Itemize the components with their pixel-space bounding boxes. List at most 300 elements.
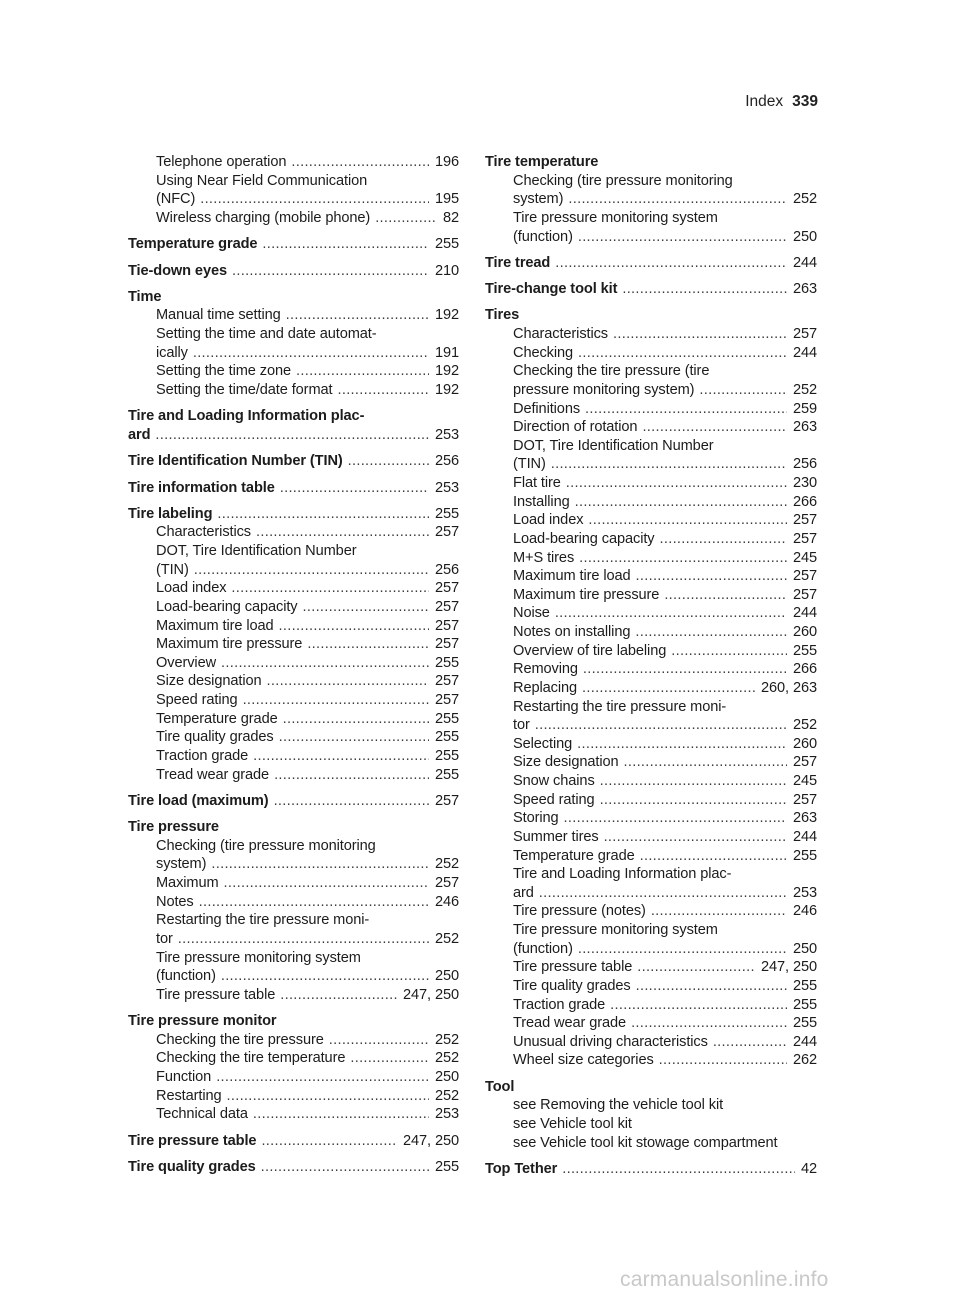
dot-leader [227, 1087, 429, 1106]
index-subentry [485, 977, 817, 996]
index-subentry [485, 1096, 817, 1115]
dot-leader [375, 209, 437, 228]
page-ref: 255 [434, 654, 459, 671]
index-subentry [485, 698, 817, 717]
entry-text: Tie-down eyes [128, 262, 227, 279]
entry-text: Traction grade [513, 996, 606, 1013]
index-column-left [128, 153, 459, 1177]
entry-text: Tire quality grades [128, 1158, 256, 1175]
entry-text: Temperature grade [156, 710, 278, 727]
entry-text: Function [156, 1069, 212, 1085]
page-ref: 253 [434, 479, 459, 496]
dot-leader [296, 362, 429, 381]
entry-text: Notes [156, 893, 194, 910]
entry-text: Tire pressure monitoring system [513, 922, 718, 939]
index-subentry [485, 474, 817, 493]
index-subentry [128, 672, 459, 691]
page-ref: 245 [792, 773, 817, 790]
page-ref: 255 [434, 729, 459, 746]
entry-text: Telephone operation [156, 154, 287, 170]
dot-leader [261, 1158, 429, 1177]
index-entry [128, 1158, 459, 1177]
entry-text: Size designation [513, 754, 619, 771]
index-subentry [485, 530, 817, 549]
page-ref: 250 [792, 228, 817, 245]
index-subentry [485, 902, 817, 921]
index-subentry [128, 1031, 459, 1050]
index-heading [128, 1012, 459, 1031]
dot-leader [261, 1132, 397, 1151]
page-ref: 266 [792, 661, 817, 678]
page-ref: 245 [792, 549, 817, 566]
entry-text: Tire pressure table [513, 959, 633, 976]
dot-leader [221, 654, 429, 673]
entry-text: Technical data [156, 1106, 248, 1123]
index-entry [128, 792, 459, 811]
entry-text: Load index [156, 580, 227, 597]
page-ref: 253 [434, 1106, 459, 1123]
page-ref: 257 [434, 636, 459, 653]
index-subentry [128, 728, 459, 747]
index-heading [128, 452, 459, 471]
entry-text: Speed rating [156, 692, 238, 709]
index-subentry [128, 325, 459, 344]
page-ref: 257 [792, 568, 817, 585]
entry-text: Wireless charging (mobile phone) [156, 209, 371, 226]
page-ref: 252 [434, 856, 459, 873]
entry-text: Tool [485, 1078, 515, 1095]
index-heading [128, 792, 459, 811]
entry-text: Maximum tire pressure [156, 636, 303, 653]
index-subentry [128, 691, 459, 710]
page-ref: 253 [434, 426, 459, 443]
dot-leader [583, 660, 787, 679]
index-subentry [128, 874, 459, 893]
dot-leader [613, 325, 787, 344]
index-heading [128, 262, 459, 281]
entry-text: ard [128, 426, 151, 443]
page-ref: 255 [434, 766, 459, 783]
page-ref: 256 [434, 453, 459, 470]
entry-text: see Vehicle tool kit stowage compartment [513, 1134, 778, 1151]
dot-leader [622, 280, 787, 299]
entry-text: Tire quality grades [156, 729, 274, 746]
entry-text: Tire pressure monitoring system [156, 949, 361, 966]
dot-leader [585, 400, 787, 419]
page-ref: 257 [792, 512, 817, 529]
page-ref: 257 [792, 791, 817, 808]
entry-text: tor [513, 717, 530, 734]
entry-text: Definitions [513, 400, 581, 417]
dot-leader [253, 1105, 429, 1124]
index-entry [128, 288, 459, 400]
dot-leader [636, 977, 787, 996]
entry-text: ically [156, 344, 188, 361]
dot-leader [577, 735, 787, 754]
entry-text: Tire labeling [128, 505, 213, 522]
index-entry [128, 153, 459, 228]
index-subentry [128, 967, 459, 986]
dot-leader [243, 691, 429, 710]
entry-text: Using Near Field Communication [156, 172, 368, 189]
page-ref: 247, 250 [402, 986, 459, 1003]
index-heading [485, 280, 817, 299]
index-subentry [485, 679, 817, 698]
page-ref: 257 [434, 617, 459, 634]
dot-leader [178, 930, 429, 949]
index-subentry [128, 635, 459, 654]
dot-leader [155, 426, 429, 445]
page-ref: 257 [792, 754, 817, 771]
page-ref: 247, 250 [760, 959, 817, 976]
entry-text: Load-bearing capacity [156, 598, 298, 615]
dot-leader [566, 474, 787, 493]
page-ref: 255 [792, 642, 817, 659]
dot-leader [610, 996, 787, 1015]
dot-leader [582, 679, 755, 698]
dot-leader [193, 344, 429, 363]
index-heading [128, 1158, 459, 1177]
page-ref: 252 [792, 191, 817, 208]
index-heading [128, 479, 459, 498]
page-ref: 255 [792, 1015, 817, 1032]
page-ref: 253 [792, 884, 817, 901]
entry-text: Tires [485, 307, 520, 324]
page-ref: 263 [792, 810, 817, 827]
entry-text: Tire tread [485, 254, 551, 271]
dot-leader [713, 1033, 787, 1052]
page-ref: 246 [434, 893, 459, 910]
index-entry [128, 505, 459, 784]
page-ref: 250 [792, 940, 817, 957]
entry-text: Checking (tire pressure monitoring [513, 172, 733, 189]
index-subentry [485, 493, 817, 512]
entry-text: (function) [513, 228, 573, 245]
dot-leader [194, 561, 429, 580]
dot-leader [579, 549, 787, 568]
page-ref: 252 [792, 381, 817, 398]
entry-text: Overview of tire labeling [513, 642, 667, 659]
page-ref: 260, 263 [760, 679, 817, 696]
page-ref: 252 [434, 930, 459, 947]
entry-text: Noise [513, 605, 550, 622]
index-subentry [485, 958, 817, 977]
index-subentry [485, 511, 817, 530]
entry-text: Tire pressure [128, 819, 219, 836]
entry-text: Characteristics [513, 326, 609, 343]
entry-text: (NFC) [156, 191, 196, 208]
index-subentry [485, 716, 817, 735]
entry-text: Removing [513, 661, 578, 678]
index-subentry [128, 1068, 459, 1087]
dot-leader [624, 753, 787, 772]
dot-leader [671, 642, 787, 661]
index-entry [128, 262, 459, 281]
dot-leader [303, 598, 429, 617]
entry-text: Tread wear grade [156, 766, 270, 783]
page-ref: 257 [434, 673, 459, 690]
dot-leader [279, 617, 429, 636]
page-ref: 244 [792, 605, 817, 622]
entry-text: Summer tires [513, 828, 599, 845]
dot-leader [555, 604, 787, 623]
index-subentry [128, 542, 459, 561]
entry-text: Top Tether [485, 1160, 558, 1177]
index-subentry [485, 325, 817, 344]
index-entry [485, 153, 817, 246]
index-entry [128, 479, 459, 498]
dot-leader [211, 855, 429, 874]
index-subentry [128, 362, 459, 381]
page-ref: 263 [792, 281, 817, 298]
index-subentry [485, 362, 817, 381]
entry-text: Temperature grade [128, 236, 258, 253]
page-ref: 255 [792, 996, 817, 1013]
index-heading [485, 1160, 817, 1179]
page-ref: 192 [434, 307, 459, 324]
dot-leader [253, 747, 429, 766]
index-subentry [485, 1115, 817, 1134]
dot-leader [564, 809, 787, 828]
dot-leader [256, 523, 429, 542]
index-entry [485, 306, 817, 1070]
index-heading [128, 426, 459, 445]
page-ref: 256 [434, 561, 459, 578]
entry-text: see Removing the vehicle tool kit [513, 1097, 724, 1114]
dot-leader [664, 586, 787, 605]
page-ref: 255 [434, 747, 459, 764]
entry-text: Speed rating [513, 791, 595, 808]
index-subentry [128, 209, 459, 228]
index-subentry [485, 190, 817, 209]
index-subentry [485, 1051, 817, 1070]
page-ref: 244 [792, 1033, 817, 1050]
entry-text: Tire pressure table [156, 986, 276, 1003]
entry-text: Restarting the tire pressure moni- [156, 912, 370, 929]
index-heading [485, 153, 817, 172]
dot-leader [659, 1051, 787, 1070]
page-ref: 266 [792, 493, 817, 510]
dot-leader [291, 153, 429, 172]
entry-text: Tire and Loading Information plac- [128, 408, 365, 425]
dot-leader [199, 893, 429, 912]
page-ref: 257 [434, 792, 459, 809]
page-ref: 252 [434, 1031, 459, 1048]
entry-text: Restarting [156, 1087, 222, 1104]
entry-text: Tire quality grades [513, 977, 631, 994]
index-subentry [485, 847, 817, 866]
entry-text: Checking the tire pressure (tire [513, 363, 710, 380]
page-number: 339 [792, 93, 818, 110]
entry-text: tor [156, 930, 173, 947]
dot-leader [600, 791, 787, 810]
entry-text: Setting the time and date automat- [156, 326, 377, 343]
dot-leader [217, 505, 429, 524]
entry-text: Replacing [513, 679, 578, 696]
index-subentry [485, 753, 817, 772]
page-ref: 257 [434, 692, 459, 709]
page-ref: 192 [434, 363, 459, 380]
entry-text: Time [128, 288, 162, 305]
page-ref: 255 [792, 977, 817, 994]
index-entry [485, 254, 817, 273]
dot-leader [224, 874, 429, 893]
entry-text: Load-bearing capacity [513, 530, 655, 547]
index-subentry [485, 828, 817, 847]
entry-text: Unusual driving characteristics [513, 1033, 708, 1050]
index-subentry [128, 837, 459, 856]
dot-leader [216, 1068, 429, 1087]
page-ref: 192 [434, 381, 459, 398]
dot-leader [283, 710, 429, 729]
dot-leader [660, 530, 787, 549]
index-heading [128, 818, 459, 837]
index-heading [128, 1132, 459, 1151]
index-subentry [128, 306, 459, 325]
index-entry [128, 1132, 459, 1151]
dot-leader [635, 623, 787, 642]
entry-text: Installing [513, 493, 570, 510]
entry-text: (TIN) [513, 456, 546, 473]
entry-text: DOT, Tire Identification Number [513, 437, 714, 454]
index-subentry [485, 1033, 817, 1052]
index-subentry [485, 642, 817, 661]
entry-text: Restarting the tire pressure moni- [513, 698, 727, 715]
index-subentry [128, 172, 459, 191]
entry-text: Traction grade [156, 747, 249, 764]
index-entry [485, 280, 817, 299]
entry-text: (function) [156, 968, 216, 985]
page-ref: 252 [434, 1087, 459, 1104]
index-subentry [485, 381, 817, 400]
index-heading [485, 254, 817, 273]
index-subentry [485, 400, 817, 419]
page-ref: 250 [434, 1069, 459, 1085]
page-ref: 257 [434, 875, 459, 892]
entry-text: Maximum tire load [156, 617, 274, 634]
entry-text: Tire pressure monitor [128, 1013, 277, 1030]
index-subentry [128, 911, 459, 930]
index-subentry [485, 437, 817, 456]
dot-leader [588, 511, 787, 530]
entry-text: ard [513, 884, 534, 901]
index-subentry [128, 598, 459, 617]
dot-leader [578, 228, 787, 247]
page-header [745, 92, 818, 112]
dot-leader [329, 1031, 429, 1050]
entry-text: (TIN) [156, 561, 189, 578]
index-subentry [128, 561, 459, 580]
page-ref: 255 [434, 1158, 459, 1175]
index-subentry [128, 381, 459, 400]
index-subentry [485, 344, 817, 363]
dot-leader [578, 344, 787, 363]
index-subentry [485, 1014, 817, 1033]
index-subentry [485, 455, 817, 474]
entry-text: see Vehicle tool kit [513, 1116, 632, 1132]
entry-text: Tire Identification Number (TIN) [128, 453, 343, 470]
entry-text: Maximum tire load [513, 568, 631, 585]
index-subentry [128, 893, 459, 912]
entry-text: Checking the tire pressure [156, 1031, 324, 1048]
entry-text: Tread wear grade [513, 1015, 627, 1032]
index-column-right [485, 153, 817, 1179]
entry-text: Size designation [156, 673, 262, 690]
entry-text: Tire and Loading Information plac- [513, 866, 732, 883]
page-ref: 246 [792, 903, 817, 920]
dot-leader [636, 567, 787, 586]
dot-leader [555, 254, 787, 273]
entry-text: (function) [513, 940, 573, 957]
section-title: Index [745, 93, 784, 110]
index-subentry [128, 579, 459, 598]
index-subentry [485, 809, 817, 828]
index-subentry [128, 190, 459, 209]
entry-text: Tire pressure monitoring system [513, 209, 718, 226]
dot-leader [221, 967, 429, 986]
page-ref: 257 [434, 524, 459, 541]
page-ref: 255 [434, 710, 459, 727]
index-entry [485, 1078, 817, 1153]
dot-leader [286, 306, 429, 325]
index-heading [128, 288, 459, 307]
page-ref: 252 [434, 1050, 459, 1067]
index-subentry [128, 930, 459, 949]
entry-text: Tire load (maximum) [128, 792, 269, 809]
index-subentry [485, 209, 817, 228]
index-subentry [485, 228, 817, 247]
index-subentry [128, 1049, 459, 1068]
index-subentry [485, 921, 817, 940]
page-ref: 195 [434, 191, 459, 208]
page-ref: 250 [434, 968, 459, 985]
index-entry [128, 818, 459, 1004]
index-subentry [128, 710, 459, 729]
index-subentry [128, 523, 459, 542]
page-ref: 196 [434, 154, 459, 170]
dot-leader [262, 235, 429, 254]
page-ref: 244 [792, 344, 817, 361]
index-subentry [128, 855, 459, 874]
page-ref: 262 [792, 1052, 817, 1069]
entry-text: Setting the time zone [156, 363, 292, 380]
entry-text: pressure monitoring system) [513, 381, 695, 398]
entry-text: system) [156, 856, 207, 873]
page-ref: 256 [792, 456, 817, 473]
entry-text: Manual time setting [156, 307, 281, 324]
page-ref: 230 [792, 475, 817, 492]
entry-text: Checking (tire pressure monitoring [156, 837, 376, 854]
index-subentry [485, 884, 817, 903]
dot-leader [562, 1160, 795, 1179]
index-subentry [485, 940, 817, 959]
entry-text: Storing [513, 810, 559, 827]
dot-leader [280, 986, 397, 1005]
page-ref: 257 [792, 326, 817, 343]
page-ref: 259 [792, 400, 817, 417]
index-subentry [128, 1087, 459, 1106]
dot-leader [551, 455, 787, 474]
page-ref: 42 [800, 1160, 817, 1177]
page-ref: 82 [442, 209, 459, 226]
entry-text: system) [513, 191, 564, 208]
dot-leader [575, 493, 787, 512]
page-ref: 244 [792, 254, 817, 271]
page-ref: 252 [792, 717, 817, 734]
page-ref: 244 [792, 828, 817, 845]
dot-leader [307, 635, 429, 654]
entry-text: Snow chains [513, 773, 595, 790]
